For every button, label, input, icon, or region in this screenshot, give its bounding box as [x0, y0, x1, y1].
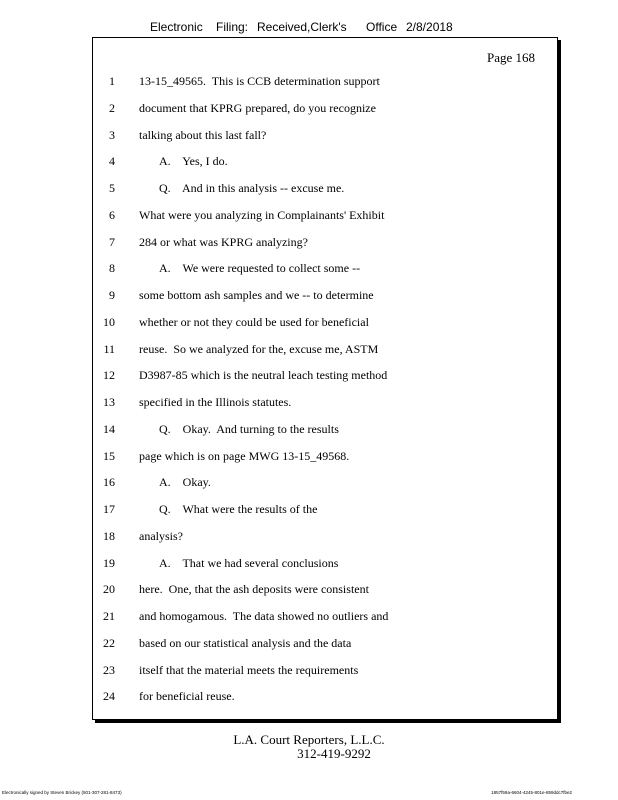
line-number: 13 [103, 395, 115, 409]
line-number: 19 [103, 555, 115, 570]
transcript-line [93, 261, 557, 279]
transcript-line [93, 235, 557, 253]
line-text: A. We were requested to collect some -- [159, 261, 361, 276]
page-number: Page 168 [486, 50, 535, 65]
line-text: specified in the Illinois statutes. [139, 395, 292, 409]
line-text: some bottom ash samples and we -- to determine [139, 288, 374, 302]
line-text: analysis? [139, 528, 183, 543]
transcript-line [93, 556, 557, 574]
line-text: here. One, that the ash deposits were consistent [139, 582, 369, 597]
line-text: itself that the material meets the requirements [139, 662, 359, 677]
line-number: 12 [103, 368, 115, 383]
transcript-line [93, 101, 557, 119]
reporter-name: L.A. Court Reporters, L.L.C. [233, 732, 385, 747]
transcript-line [93, 422, 557, 440]
line-number: 15 [103, 448, 115, 463]
filing-header-filing: Filing: [216, 20, 249, 34]
line-text: What were you analyzing in Complainants' Exhibit [139, 207, 385, 222]
line-text: Q. Okay. And turning to the results [159, 421, 339, 436]
filing-header-date: 2/8/2018 [406, 20, 453, 34]
reporter-phone: 312-419-9292 [297, 746, 371, 761]
transcript-line [93, 582, 557, 600]
line-text: 13-15_49565. This is CCB determination support [139, 74, 380, 88]
line-number: 20 [103, 582, 115, 597]
transcript-line [93, 181, 557, 199]
electronic-signature: Electronically signed by Steven Brickey (501-307-281-8473) [2, 790, 122, 795]
filing-header-received: Received,Clerk's [257, 20, 347, 34]
line-number: 5 [109, 181, 115, 195]
line-number: 14 [103, 421, 115, 436]
transcript-line [93, 395, 557, 413]
line-text: talking about this last fall? [139, 127, 267, 142]
line-number: 22 [103, 635, 115, 650]
transcript-line [93, 315, 557, 333]
line-text: based on our statistical analysis and the data [139, 635, 352, 650]
transcript-line [93, 449, 557, 467]
line-number: 9 [109, 288, 115, 302]
reporter-block [0, 733, 618, 761]
filing-header-electronic: Electronic [150, 20, 203, 34]
transcript-line [93, 368, 557, 386]
transcript-line [93, 128, 557, 146]
transcript-line [93, 74, 557, 92]
transcript-page [92, 37, 558, 720]
line-number: 16 [103, 475, 115, 490]
line-number: 11 [103, 341, 115, 356]
transcript-line [93, 636, 557, 654]
line-text: reuse. So we analyzed for the, excuse me, ASTM [139, 341, 379, 356]
transcript-line [93, 609, 557, 627]
line-text: A. Okay. [159, 475, 211, 490]
line-text: Q. What were the results of the [159, 502, 318, 516]
line-number: 23 [103, 662, 115, 677]
line-number: 3 [109, 127, 115, 142]
transcript-line [93, 502, 557, 520]
filing-header-office: Office [366, 20, 398, 34]
transcript-line [93, 154, 557, 172]
line-number: 7 [109, 234, 115, 249]
line-text: A. That we had several conclusions [159, 555, 339, 570]
line-text: Q. And in this analysis -- excuse me. [159, 181, 345, 195]
filing-header [0, 20, 618, 38]
transcript-line [93, 342, 557, 360]
transcript-line [93, 288, 557, 306]
line-number: 10 [103, 314, 115, 329]
line-number: 17 [103, 502, 115, 516]
line-text: D3987-85 which is the neutral leach testing method [139, 368, 388, 383]
line-text: document that KPRG prepared, do you recognize [139, 100, 376, 115]
line-number: 2 [109, 100, 115, 115]
line-text: whether or not they could be used for beneficial [139, 314, 369, 329]
line-text: for beneficial reuse. [139, 689, 235, 704]
transcript-line [93, 208, 557, 226]
transcript-line [93, 475, 557, 493]
transcript-line [93, 529, 557, 547]
line-text: page which is on page MWG 13-15_49568. [139, 448, 350, 463]
line-text: 284 or what was KPRG analyzing? [139, 234, 308, 249]
line-text: A. Yes, I do. [159, 154, 228, 169]
line-number: 24 [103, 689, 115, 704]
document-id: 1857f59a-6604-4245-801e-859ddc7fbe2 [491, 790, 572, 795]
line-number: 8 [109, 261, 115, 276]
line-number: 4 [109, 154, 115, 169]
line-number: 18 [103, 528, 115, 543]
line-number: 6 [109, 207, 115, 222]
transcript-line [93, 689, 557, 707]
line-text: and homogamous. The data showed no outliers and [139, 609, 389, 623]
line-number: 1 [109, 74, 115, 88]
transcript-line [93, 663, 557, 681]
line-number: 21 [103, 609, 115, 623]
